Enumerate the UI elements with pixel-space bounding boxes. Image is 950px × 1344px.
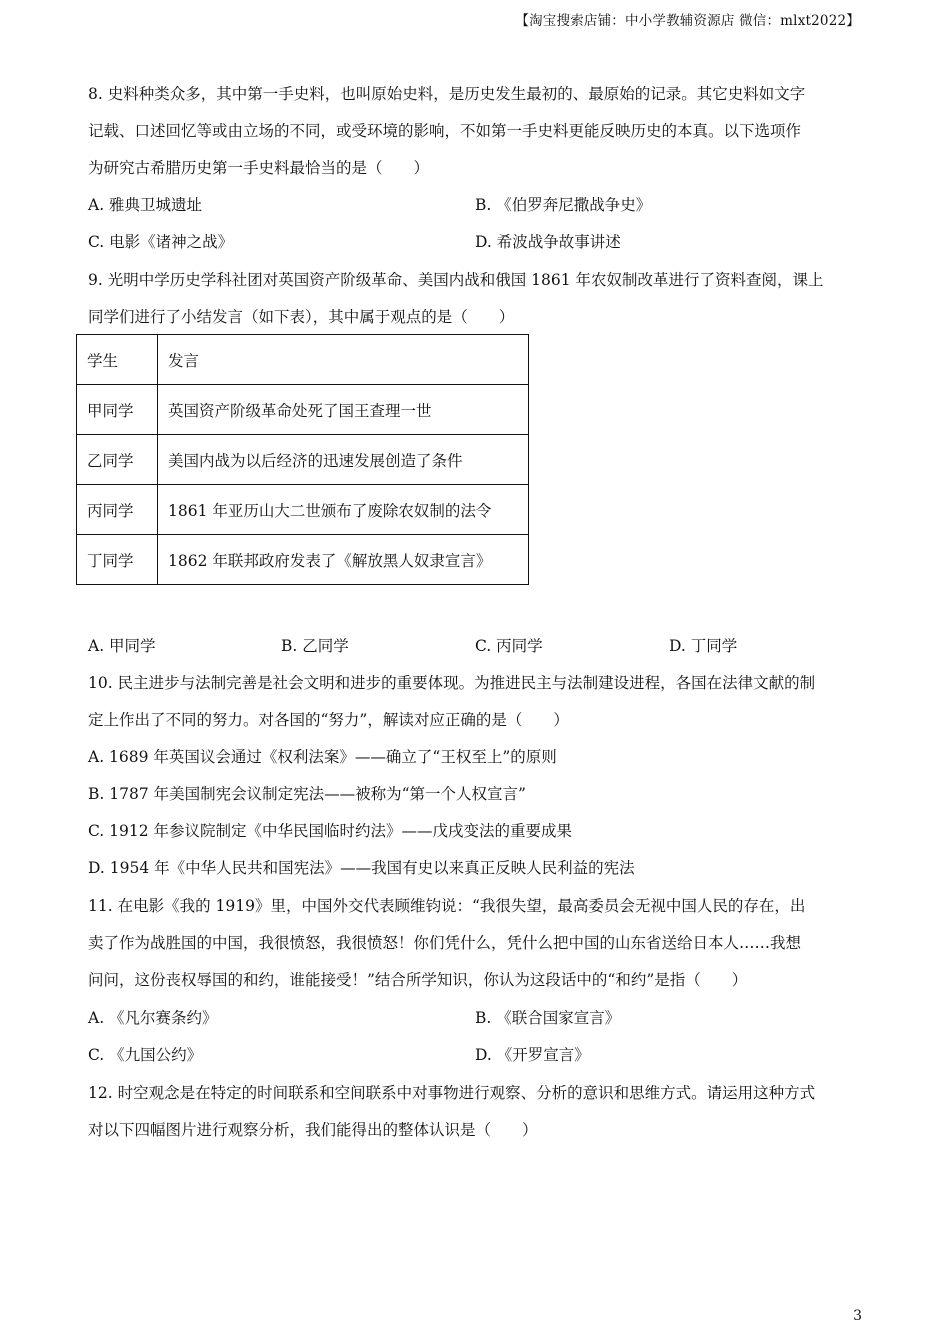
q9-option-b: B. 乙同学 [281, 637, 349, 655]
q10-option-b: B. 1787 年美国制宪会议制定宪法——被称为“第一个人权宣言” [88, 785, 526, 803]
q10-option-d: D. 1954 年《中华人民共和国宪法》——我国有史以来真正反映人民利益的宪法 [88, 859, 635, 877]
q8-option-d: D. 希波战争故事讲述 [475, 233, 621, 251]
q11-option-a: A. 《凡尔赛条约》 [88, 1009, 218, 1027]
q10-option-a: A. 1689 年英国议会通过《权利法案》——确立了“王权至上”的原则 [88, 748, 557, 766]
table-row [77, 485, 529, 535]
table-cell-student: 甲同学 [77, 385, 158, 435]
q11-stem-line-3: 问问，这份丧权辱国的和约，谁能接受！”结合所学知识，你认为这段话中的“和约”是指（ ） [88, 971, 748, 989]
table-cell-speech: 1861 年亚历山大二世颁布了废除农奴制的法令 [158, 485, 529, 535]
q9-option-d: D. 丁同学 [669, 637, 738, 655]
table-row [77, 435, 529, 485]
q10-stem-line-2: 定上作出了不同的努力。对各国的“努力”，解读对应正确的是（ ） [88, 711, 569, 729]
table-header-row [77, 335, 529, 385]
q9-speech-table [76, 334, 529, 585]
table-cell-speech: 英国资产阶级革命处死了国王查理一世 [158, 385, 529, 435]
q8-option-b: B. 《伯罗奔尼撒战争史》 [475, 196, 652, 214]
q8-stem-line-1: 8. 史料种类众多，其中第一手史料，也叫原始史料，是历史发生最初的、最原始的记录。其它史料如文字 [88, 85, 806, 103]
page-header: 【淘宝搜索店铺：中小学教辅资源店 微信：mlxt2022】 [515, 13, 860, 29]
q8-stem-line-3: 为研究古希腊历史第一手史料最恰当的是（ ） [88, 159, 430, 177]
q8-option-a: A. 雅典卫城遗址 [88, 196, 203, 214]
q12-stem-line-1: 12. 时空观念是在特定的时间联系和空间联系中对事物进行观察、分析的意识和思维方式。请运用这种方式 [88, 1084, 816, 1102]
table-row [77, 535, 529, 585]
table-cell-speech: 美国内战为以后经济的迅速发展创造了条件 [158, 435, 529, 485]
q12-stem-line-2: 对以下四幅图片进行观察分析，我们能得出的整体认识是（ ） [88, 1121, 538, 1139]
table-cell-student: 乙同学 [77, 435, 158, 485]
q9-option-c: C. 丙同学 [475, 637, 543, 655]
q9-stem-line-2: 同学们进行了小结发言（如下表），其中属于观点的是（ ） [88, 308, 515, 326]
q11-option-b: B. 《联合国家宣言》 [475, 1009, 621, 1027]
q10-stem-line-1: 10. 民主进步与法制完善是社会文明和进步的重要体现。为推进民主与法制建设进程，各国在法律文献的制 [88, 674, 816, 692]
q11-option-d: D. 《开罗宣言》 [475, 1046, 590, 1064]
table-row [77, 385, 529, 435]
q8-stem-line-2: 记载、口述回忆等或由立场的不同，或受环境的影响，不如第一手史料更能反映历史的本真。以下选项作 [88, 122, 802, 140]
table-cell-speech: 1862 年联邦政府发表了《解放黑人奴隶宣言》 [158, 535, 529, 585]
q8-option-c: C. 电影《诸神之战》 [88, 233, 234, 251]
page-number: 3 [853, 1308, 862, 1324]
table-header-student: 学生 [77, 335, 158, 385]
table-cell-student: 丁同学 [77, 535, 158, 585]
q9-option-a: A. 甲同学 [88, 637, 156, 655]
table-cell-student: 丙同学 [77, 485, 158, 535]
q11-stem-line-2: 卖了作为战胜国的中国，我很愤怒，我很愤怒！你们凭什么，凭什么把中国的山东省送给日本人……我想 [88, 934, 802, 952]
q11-stem-line-1: 11. 在电影《我的 1919》里，中国外交代表顾维钧说：“我很失望，最高委员会无视中国人民的存在，出 [88, 897, 806, 915]
q10-option-c: C. 1912 年参议院制定《中华民国临时约法》——戊戌变法的重要成果 [88, 822, 573, 840]
q9-stem-line-1: 9. 光明中学历史学科社团对英国资产阶级革命、美国内战和俄国 1861 年农奴制改革进行了资料查阅，课上 [88, 271, 824, 289]
table-header-speech: 发言 [158, 335, 529, 385]
q11-option-c: C. 《九国公约》 [88, 1046, 203, 1064]
